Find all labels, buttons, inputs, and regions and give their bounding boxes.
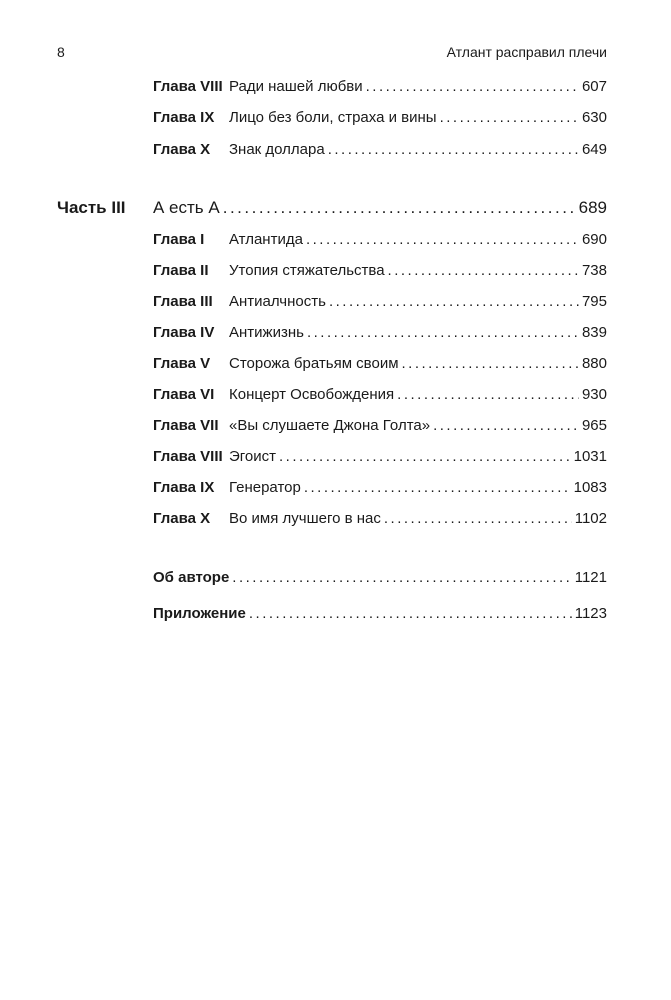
chapter-label: Глава VI [153, 386, 215, 403]
chapter-title: Концерт Освобождения [229, 386, 395, 403]
page-ref: 689 [578, 198, 607, 217]
toc-entry[interactable] [153, 109, 607, 126]
chapter-title: Атлантида [229, 231, 303, 248]
chapter-title: «Вы слушаете Джона Голта» [229, 417, 431, 434]
toc-entry[interactable] [153, 448, 607, 465]
dot-leader [329, 293, 579, 310]
dot-leader [402, 355, 579, 372]
dot-leader [249, 605, 572, 622]
page-ref: 965 [581, 417, 607, 434]
dot-leader [440, 109, 579, 126]
chapter-label: Глава X [153, 510, 211, 527]
toc-extra-entry[interactable] [153, 569, 607, 586]
chapter-title: Знак доллара [229, 141, 325, 158]
dot-leader [279, 448, 571, 465]
toc-entry[interactable] [153, 386, 607, 403]
extra-label: Приложение [153, 605, 246, 622]
page-ref: 795 [581, 293, 607, 310]
page-ref: 1083 [573, 479, 607, 496]
dot-leader [384, 510, 572, 527]
dot-leader [366, 78, 579, 95]
page-number: 8 [57, 44, 65, 60]
chapter-title: Антиалчность [229, 293, 326, 310]
page-ref: 649 [581, 141, 607, 158]
dot-leader [328, 141, 579, 158]
page-ref: 630 [581, 109, 607, 126]
page-ref: 1123 [574, 605, 607, 622]
dot-leader [433, 417, 579, 434]
toc-entry[interactable] [153, 510, 607, 527]
chapter-title: Во имя лучшего в нас [229, 510, 381, 527]
page-ref: 690 [581, 231, 607, 248]
chapter-label: Глава IX [153, 479, 215, 496]
page-ref: 607 [581, 78, 607, 95]
page-ref: 1031 [573, 448, 607, 465]
toc-entry[interactable] [153, 293, 607, 310]
chapter-title: Лицо без боли, страха и вины [229, 109, 437, 126]
toc-entry[interactable] [153, 417, 607, 434]
dot-leader [306, 231, 579, 248]
page-ref: 880 [581, 355, 607, 372]
page-ref: 738 [581, 262, 607, 279]
toc-entry[interactable] [153, 355, 607, 372]
chapter-title: Эгоист [229, 448, 277, 465]
chapter-label: Глава II [153, 262, 209, 279]
toc-entry[interactable] [153, 141, 607, 158]
running-title: Атлант расправил плечи [446, 44, 607, 60]
chapter-label: Глава IV [153, 324, 215, 341]
toc-extra-entry[interactable] [153, 605, 607, 622]
toc-entry[interactable] [153, 479, 607, 496]
page-ref: 930 [581, 386, 607, 403]
dot-leader [388, 262, 579, 279]
chapter-label: Глава VII [153, 417, 219, 434]
part-title: А есть А [153, 198, 220, 217]
chapter-label: Глава V [153, 355, 211, 372]
toc-entry[interactable] [153, 324, 607, 341]
part-label: Часть III [57, 198, 126, 217]
toc-part-entry[interactable] [57, 198, 607, 218]
toc-entry[interactable] [153, 231, 607, 248]
dot-leader [307, 324, 579, 341]
extra-label: Об авторе [153, 569, 230, 586]
chapter-title: Ради нашей любви [229, 78, 363, 95]
page-ref: 1102 [574, 510, 607, 527]
chapter-label: Глава X [153, 141, 211, 158]
chapter-title: Утопия стяжательства [229, 262, 385, 279]
chapter-label: Глава I [153, 231, 205, 248]
toc-entry[interactable] [153, 78, 607, 95]
chapter-label: Глава IX [153, 109, 215, 126]
chapter-title: Генератор [229, 479, 301, 496]
chapter-title: Сторожа братьям своим [229, 355, 399, 372]
dot-leader [397, 386, 579, 403]
toc-entry[interactable] [153, 262, 607, 279]
page-ref: 1121 [574, 569, 607, 586]
dot-leader [232, 569, 571, 586]
chapter-label: Глава VIII [153, 448, 223, 465]
chapter-label: Глава VIII [153, 78, 223, 95]
dot-leader [223, 198, 576, 218]
chapter-label: Глава III [153, 293, 213, 310]
dot-leader [304, 479, 571, 496]
page-ref: 839 [581, 324, 607, 341]
chapter-title: Антижизнь [229, 324, 304, 341]
